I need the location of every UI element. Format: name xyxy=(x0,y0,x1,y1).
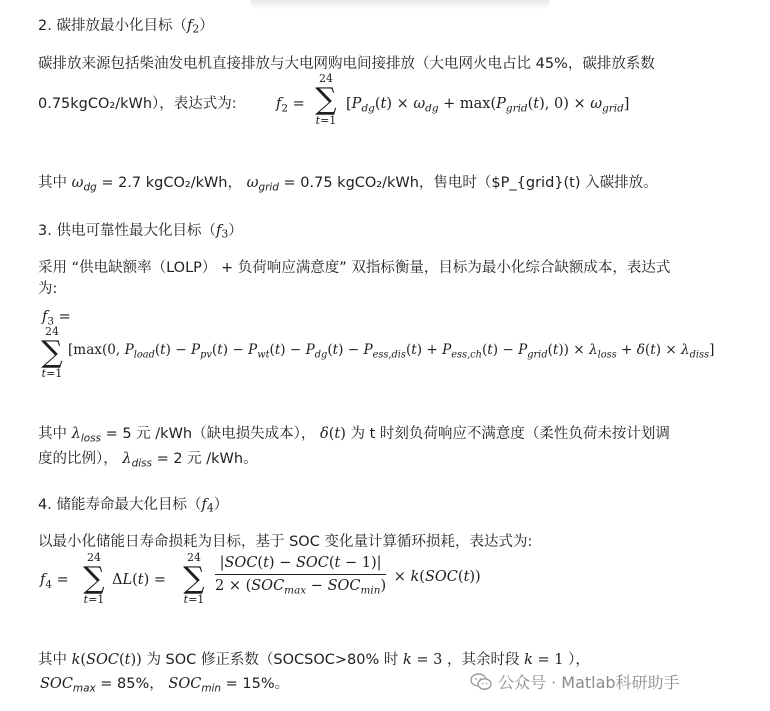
note-prefix: 其中 xyxy=(38,652,67,668)
formula-f3-lhs: $f_3$ = xyxy=(42,309,71,328)
section-3-note1: 其中 $\lambda_{loss} = 5$ 元 /kWh（缺电损失成本）， δ(t) 为 t 时刻负荷响应不满意度（柔性负荷未按计划调 xyxy=(38,426,670,445)
section-3-heading: 3. 供电可靠性最大化目标（f3） xyxy=(38,223,243,241)
note-diss: = 2 元 /kWh。 xyxy=(156,451,258,467)
heading-text: 2. 碳排放最小化目标（ xyxy=(38,18,187,34)
section-3-line1: 采用 “供电缺额率（LOLP） + 负荷响应满意度” 双指标衡量，目标为最小化综合缺额成本，表达式 xyxy=(38,260,671,276)
formula-f2-lhs: $f_2$ = xyxy=(276,96,305,115)
watermark-text: 公众号 · Matlab科研助手 xyxy=(498,673,680,692)
formula-f4-lhs: $f_4$ = xyxy=(40,572,69,591)
section-3-line2: 为: xyxy=(38,281,58,297)
sum-symbol: 24 ∑ t=1 xyxy=(315,72,337,127)
section-3-note2: 度的比例）， $\lambda_{diss} = 2$ 元 /kWh。 xyxy=(38,451,258,470)
note-prefix: 其中 xyxy=(38,175,67,191)
watermark xyxy=(470,670,680,693)
note-end: ）， xyxy=(568,652,590,668)
note-min: = 15%。 xyxy=(225,676,290,692)
note-mid2: ，其余时段 xyxy=(446,652,520,668)
heading-close: ） xyxy=(228,223,243,239)
heading-close: ） xyxy=(213,497,229,513)
section-4-note1: 其中 k(SOC(t)) 为 SOC 修正系数（SOCSOC>80% 时 k = 3 ，其余时段 k = 1 ）， xyxy=(38,652,590,668)
sum-symbol: 24 ∑ t=1 xyxy=(41,325,63,380)
heading-text: 3. 供电可靠性最大化目标（ xyxy=(38,223,216,239)
note-max: = 85%， xyxy=(100,676,164,692)
note-grid: = 0.75 kgCO₂/kWh，售电时（$P_{grid}(t) 入碳排放。 xyxy=(283,175,658,191)
section-2-line1: 碳排放来源包括柴油发电机直接排放与大电网购电间接排放（大电网火电占比 45%，碳排放系数 xyxy=(38,56,655,72)
section-2-heading: 2. 碳排放最小化目标（f2） xyxy=(38,18,214,36)
top-fade xyxy=(250,0,550,10)
note-delta: 为 t 时刻负荷响应不满意度（柔性负荷未按计划调 xyxy=(350,426,670,442)
formula-f4-body: $\frac{\text{|SOC(t) − SOC(t − 1)|}}{2 \times (SOC_{max} - SOC_{min})}$ × k(SOC(t)) xyxy=(212,554,481,600)
section-2-note: 其中 $\omega_{dg} = 2.7$ kgCO₂/kWh， $\omega_{grid} = 0.75$ kgCO₂/kWh，售电时（$P_{grid}(t) 入碳排放。 xyxy=(38,175,658,194)
section-2-line2: 0.75kgCO₂/kWh），表达式为: xyxy=(38,96,237,112)
note-prefix: 其中 xyxy=(38,426,67,442)
section-4-heading: 4. 储能寿命最大化目标（f4） xyxy=(38,497,229,515)
formula-f3-body: [max(0, $P_{load}(t) - P_{pv}(t) - P_{wt}(t) - P_{dg}(t) - P_{ess,dis}(t) + P_{ess,ch}(t) - P_{grid}(t)) \times \lambda_{loss} + \delta(t) \times \lambda_{diss}$] xyxy=(68,342,715,361)
note-dg: = 2.7 kgCO₂/kWh， xyxy=(101,175,243,191)
section-4-line1: 以最小化储能日寿命损耗为目标，基于 SOC 变化量计算循环损耗，表达式为: xyxy=(38,534,533,550)
wechat-icon xyxy=(470,673,492,691)
heading-close: ） xyxy=(199,18,214,34)
sum-symbol: 24 ∑ t=1 xyxy=(183,551,205,606)
note-mid: 为 SOC 修正系数（SOCSOC>80% 时 xyxy=(146,652,399,668)
note-loss: = 5 元 /kWh（缺电损失成本）， xyxy=(105,426,316,442)
note-prefix: 度的比例）， xyxy=(38,451,118,467)
sum-symbol: 24 ∑ t=1 xyxy=(83,551,105,606)
formula-f2-body: [$P_{dg}(t) \times \omega_{dg} + \max(P_{grid}(t)$, $0) \times \omega_{grid}$] xyxy=(346,96,630,115)
heading-text: 4. 储能寿命最大化目标（ xyxy=(38,497,202,513)
formula-f4-mid: ΔL(t) = xyxy=(112,572,167,588)
section-4-note2: $SOC_{max} = 85\%$， $SOC_{min} = 15\%$。 xyxy=(40,676,290,695)
fraction: $\frac{\text{|SOC(t) − SOC(t − 1)|}}{2 \times (SOC_{max} - SOC_{min})}$ xyxy=(215,555,387,597)
